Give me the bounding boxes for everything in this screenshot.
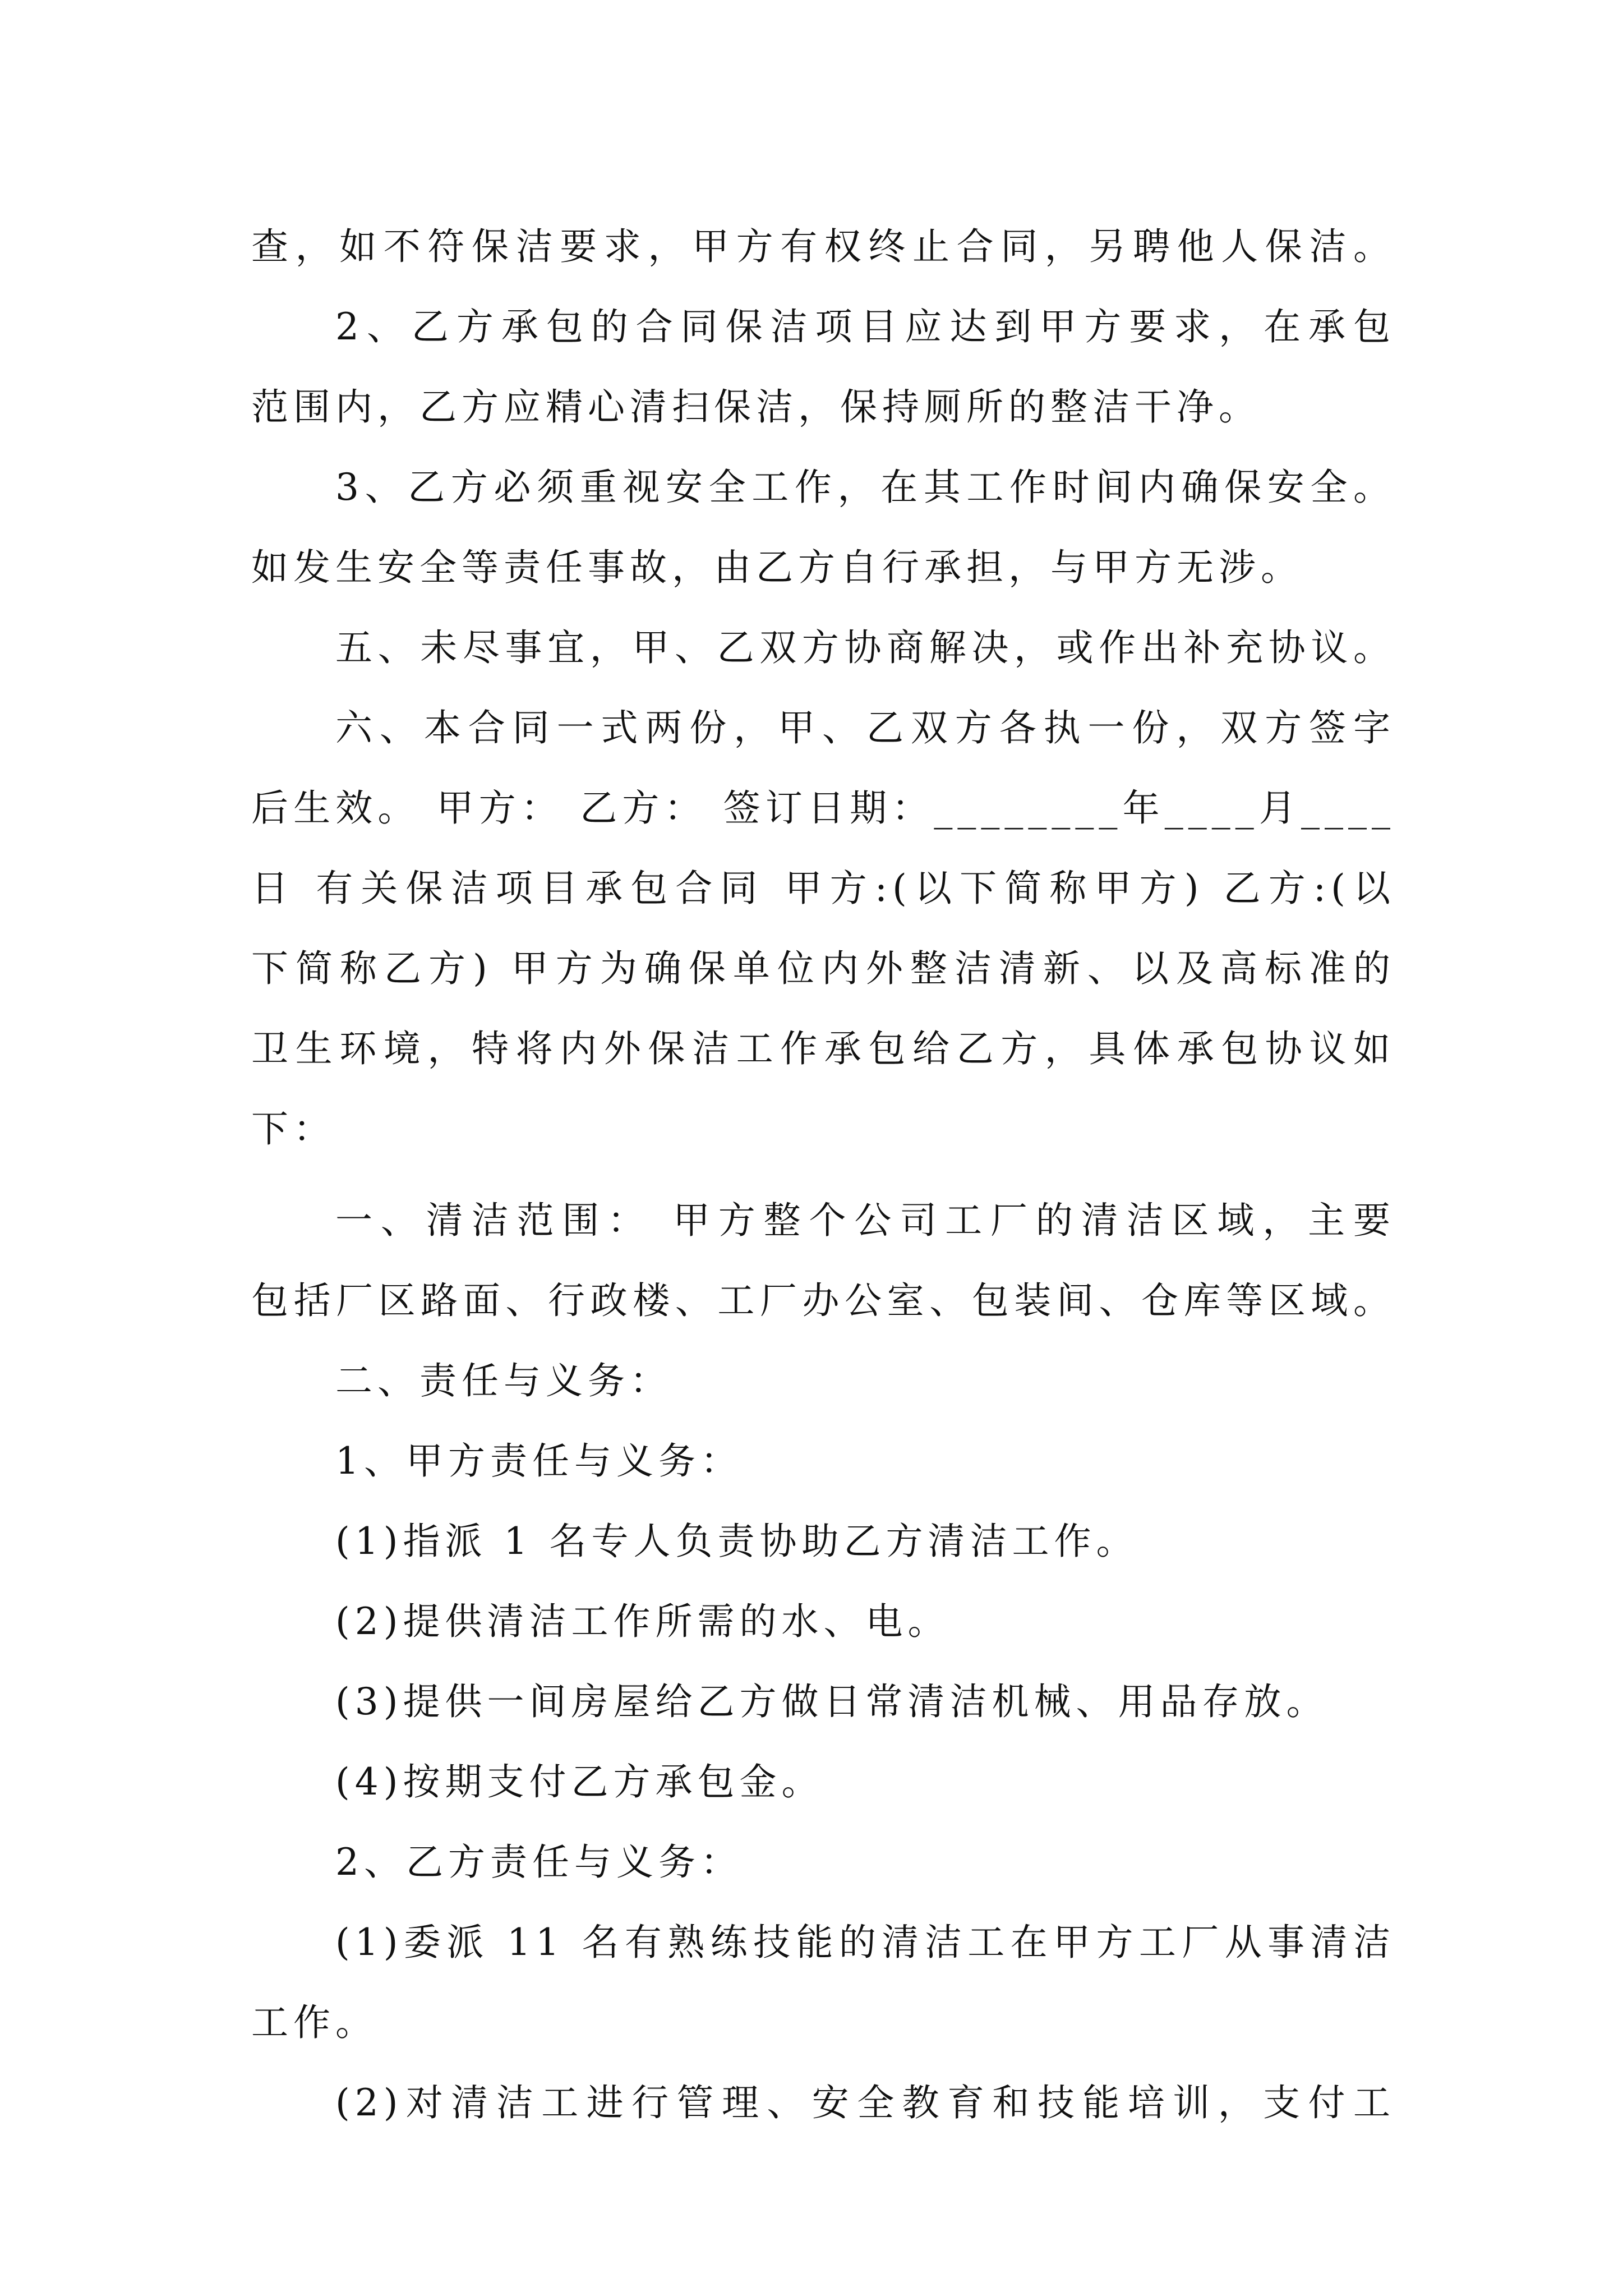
paragraph-line: 后生效。 甲方： 乙方： 签订日期：________年____月____ — [251, 786, 1395, 830]
paragraph-line: (1)指派 1 名专人负责协助乙方清洁工作。 — [335, 1520, 1138, 1563]
paragraph-line: 卫生环境，特将内外保洁工作承包给乙方，具体承包协议如 — [251, 1027, 1395, 1070]
paragraph-line: 二、责任与义务： — [335, 1359, 672, 1402]
paragraph-line: 工作。 — [251, 2001, 377, 2044]
document-body — [251, 206, 1395, 2143]
paragraph-line: 下简称乙方) 甲方为确保单位内外整洁清新、以及高标准的 — [251, 947, 1395, 990]
paragraph-line: 查，如不符保洁要求，甲方有权终止合同，另聘他人保洁。 — [251, 225, 1395, 268]
paragraph-line: (4)按期支付乙方承包金。 — [335, 1760, 824, 1803]
paragraph-line: 如发生安全等责任事故，由乙方自行承担，与甲方无涉。 — [251, 546, 1303, 589]
paragraph-line: (2)对清洁工进行管理、安全教育和技能培训，支付工 — [335, 2081, 1395, 2124]
paragraph-line: 1、甲方责任与义务： — [335, 1439, 743, 1483]
paragraph-line: 3、乙方必须重视安全工作，在其工作时间内确保安全。 — [335, 466, 1395, 509]
paragraph-line: (2)提供清洁工作所需的水、电。 — [335, 1600, 950, 1643]
paragraph-line: 2、乙方责任与义务： — [335, 1841, 743, 1884]
paragraph-line: (3)提供一间房屋给乙方做日常清洁机械、用品存放。 — [335, 1680, 1329, 1723]
paragraph-line: 范围内，乙方应精心清扫保洁，保持厕所的整洁干净。 — [251, 385, 1261, 429]
paragraph-line: 包括厂区路面、行政楼、工厂办公室、包装间、仓库等区域。 — [251, 1279, 1395, 1322]
paragraph-line: 六、本合同一式两份，甲、乙双方各执一份，双方签字 — [335, 706, 1395, 749]
paragraph-line: 2、乙方承包的合同保洁项目应达到甲方要求，在承包 — [335, 305, 1395, 348]
paragraph-line: (1)委派 11 名有熟练技能的清洁工在甲方工厂从事清洁 — [335, 1921, 1395, 1964]
paragraph-line: 五、未尽事宜，甲、乙双方协商解决，或作出补充协议。 — [335, 626, 1395, 669]
paragraph-line: 日 有关保洁项目承包合同 甲方:(以下简称甲方) 乙方:(以 — [251, 867, 1395, 910]
paragraph-line: 下： — [251, 1107, 335, 1151]
paragraph-line: 一、清洁范围： 甲方整个公司工厂的清洁区域，主要 — [335, 1199, 1395, 1242]
